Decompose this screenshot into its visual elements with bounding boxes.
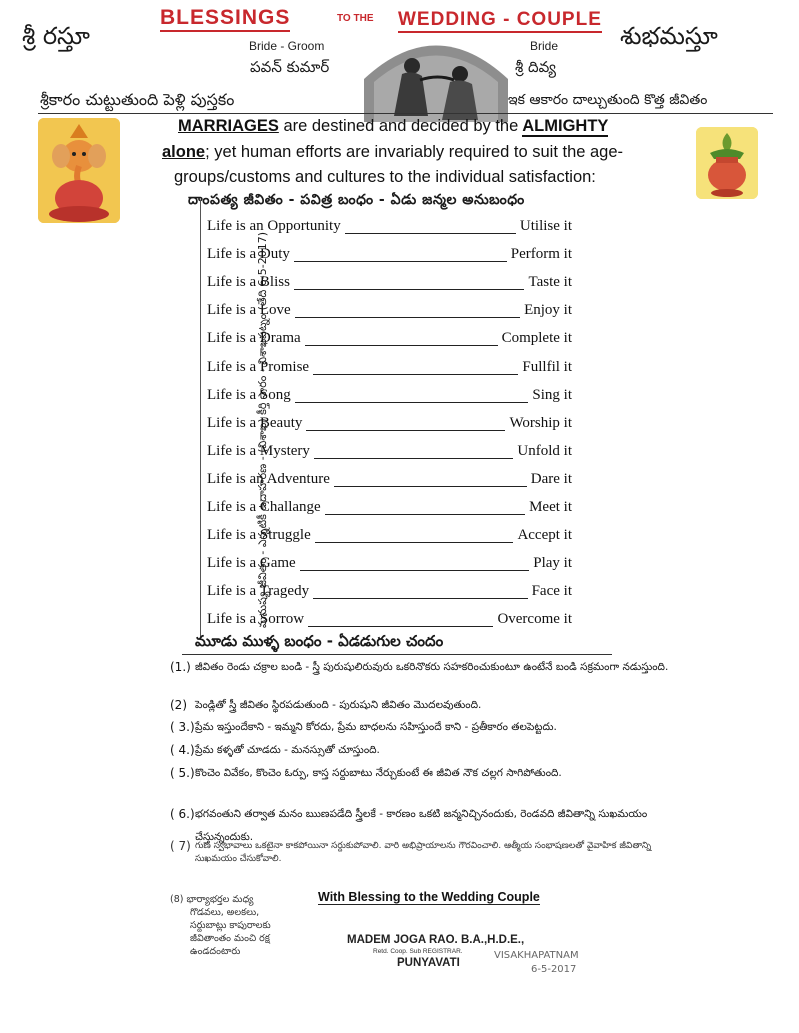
life-row [207,218,572,240]
blank-line [294,261,507,262]
blank-line [300,570,530,571]
note-number: (2) [170,698,187,712]
blank-line [295,402,529,403]
life-row-right: Enjoy it [524,302,572,319]
side-rule [200,200,201,640]
almighty-word: ALMIGHTY [522,117,609,135]
couple-illustration [362,24,510,124]
blank-line [334,486,527,487]
life-row-left: Life is a Struggle [207,527,311,544]
intro-part2: ; yet human efforts are invariably required to suit the age- [205,143,624,161]
note-number: ( 5.) [170,766,195,780]
life-row-left: Life is an Adventure [207,470,330,487]
life-row [207,302,572,324]
life-row-right: Play it [533,555,572,572]
blank-line [314,458,514,459]
note-text: భగవంతుని తర్వాత మనం ఋణపడేది స్త్రీలకే - కారణం ఒకటి జన్మనిచ్చినందుకు, రెండవది జీవితాన్ని సుఖమయం చేస్తున్నందుకు. [195,808,648,843]
signature-date: 6-5-2017 [531,964,577,975]
note-text: గుణ స్వభావాలు ఒకటైనా కాకపోయినా సర్దుకుపోవాలి. వారి అభిప్రాయాలను గౌరవించాలి. ఆత్మీయ సంభాషణలతో వైవాహిక జీవితాన్ని సుఖమయం చేసుకోవాలి. [195,841,652,864]
life-row [207,359,572,381]
blank-line [325,514,525,515]
ganesha-image [38,118,120,223]
life-row-right: Accept it [517,527,572,544]
life-row [207,443,572,465]
note-number: ( 6.) [170,807,195,821]
telugu-line-1: దాంపత్య జీవితం - పవిత్ర బంధం - ఏడు జన్మల అనుబంధం [188,192,525,208]
note-8-line: (8) భార్యాభర్తల మధ్య [170,894,254,905]
intro-part1: are destined and decided by the [283,117,519,135]
life-row [207,274,572,296]
life-row [207,387,572,409]
life-row-left: Life is a Duty [207,246,290,263]
telugu-line-2-rule [182,654,612,655]
blessings-title: BLESSINGS [160,6,290,32]
life-row-left: Life is a Challange [207,499,321,515]
note-text: కొంచెం వివేకం, కొంచెం ఓర్పు, కాస్త సర్దుబాటు నేర్చుకుంటే ఈ జీవిత నౌక చల్లగ సాగిపోతుంది. [195,767,562,779]
left-telugu-line: శ్రీకారం చుట్టుతుంది పెళ్లి పుస్తకం [40,90,235,109]
right-telugu-line: ఇక ఆకారం దాల్చుతుంది కొత్త జీవితం [508,92,708,108]
note-8 [170,893,271,958]
blank-line [294,289,525,290]
life-row-right: Meet it [529,499,572,515]
life-row-right: Face it [531,583,572,600]
life-row-left: Life is a Tragedy [207,583,310,600]
life-row-left: Life is a Song [207,386,291,403]
life-row-left: Life is an Opportunity [207,218,341,234]
life-row [207,471,572,493]
life-row-right: Overcome it [497,611,572,628]
telugu-line-2: మూడు ముళ్ళ బంధం - ఏడడుగుల చందం [195,632,444,650]
signature-written-place: VISAKHAPATNAM [494,950,579,961]
bride-label: Bride [530,39,559,53]
life-row-right: Perform it [510,246,572,263]
life-row-right: Worship it [509,414,572,431]
life-row-right: Complete it [501,330,572,347]
blank-line [313,374,518,375]
intro-line-2 [162,143,623,162]
blank-line [345,233,516,234]
left-greeting: శ్రీ రస్తూ [22,22,90,50]
life-row-left: Life is a Love [207,302,291,319]
note-text: పెండ్లితో స్త్రీ జీవితం స్థిరపడుతుంది - పురుషుని జీవితం మొదలవుతుంది. [195,699,482,711]
to-the-label: TO THE [337,13,374,24]
note-8-line: జీవితాంతం మంచి రక్ష [190,933,270,944]
blank-line [315,542,514,543]
note-number: ( 7) [170,839,191,853]
life-row-left: Life is a Mystery [207,442,310,459]
blank-line [306,430,505,431]
blessing-line: With Blessing to the Wedding Couple [318,890,540,904]
kalash-image [696,127,758,199]
signature-name: MADEM JOGA RAO. B.A.,H.D.E., [347,934,525,946]
life-row-left: Life is a Promise [207,358,310,375]
signature-role: Retd. Coop. Sub REGISTRAR. [373,948,463,955]
note-8-line: ఉండదంటారు [190,946,241,957]
marriages-word: MARRIAGES [178,117,279,135]
life-row-right: Sing it [532,386,572,403]
intro-line-3: groups/customs and cultures to the individual satisfaction: [174,168,596,186]
life-row-right: Utilise it [519,218,572,234]
note-text: ప్రేమ కళ్ళతో చూడదు - మనస్సుతో చూస్తుంది. [195,744,380,756]
life-row-left: Life is a Bliss [207,274,290,291]
life-row-left: Life is a Game [207,555,296,572]
note-number: ( 4.) [170,743,195,757]
note-number: (1.) [170,660,191,674]
life-row [207,415,572,437]
blank-line [313,598,528,599]
life-row-right: Dare it [530,470,572,487]
wedding-couple-title: WEDDING - COUPLE [398,9,602,33]
note-8-line: సర్దుబాట్లు కాపురాలకు [190,920,271,931]
life-row [207,527,572,549]
header-rule [38,113,773,114]
note-8-line: గొడవలు, అలకలు, [190,907,260,918]
note-text: జీవితం రెండు చక్రాల బండి - స్త్రీ పురుషులిరువురు ఒకరినొకరు సహకరించుకుంటూ ఉంటేనే బండి సక్రమంగా నడుస్తుంది. [195,661,669,673]
blank-line [295,317,520,318]
life-row [207,555,572,577]
groom-name: పవన్ కుమార్ [250,58,330,76]
blank-line [308,626,493,627]
life-row-right: Fullfil it [522,358,572,375]
note-text: ప్రేమ ఇస్తుందేకాని - ఇమ్మని కోరదు, ప్రేమ బాధలను సహిస్తుందే కాని - ప్రతీకారం తలపెట్టదు. [195,721,557,733]
side-note: మనుష్య జీవితం - ఎన్నటికీ ఉదాహరణ - (విశాఖ) కీర్తి సారం - విశాఖపట్నం (తేది 6-5-2017) [256,231,269,628]
blank-line [305,345,498,346]
life-row [207,611,572,633]
alone-word: alone [162,143,206,161]
bride-name: శ్రీ దివ్య [515,58,556,76]
life-row-left: Life is a Beauty [207,414,303,431]
life-row-right: Unfold it [517,442,572,459]
note-number: ( 3.) [170,720,195,734]
life-row [207,499,572,521]
signature-place: PUNYAVATI [397,957,460,969]
life-row [207,583,572,605]
intro-line-1 [178,117,608,136]
life-row-right: Taste it [528,274,572,291]
right-greeting: శుభమస్తూ [620,22,718,50]
life-row-left: Life is a Drama [207,330,301,347]
life-row-left: Life is a Sorrow [207,611,305,628]
life-row [207,330,572,352]
life-row [207,246,572,268]
groom-label: Bride - Groom [249,39,325,53]
